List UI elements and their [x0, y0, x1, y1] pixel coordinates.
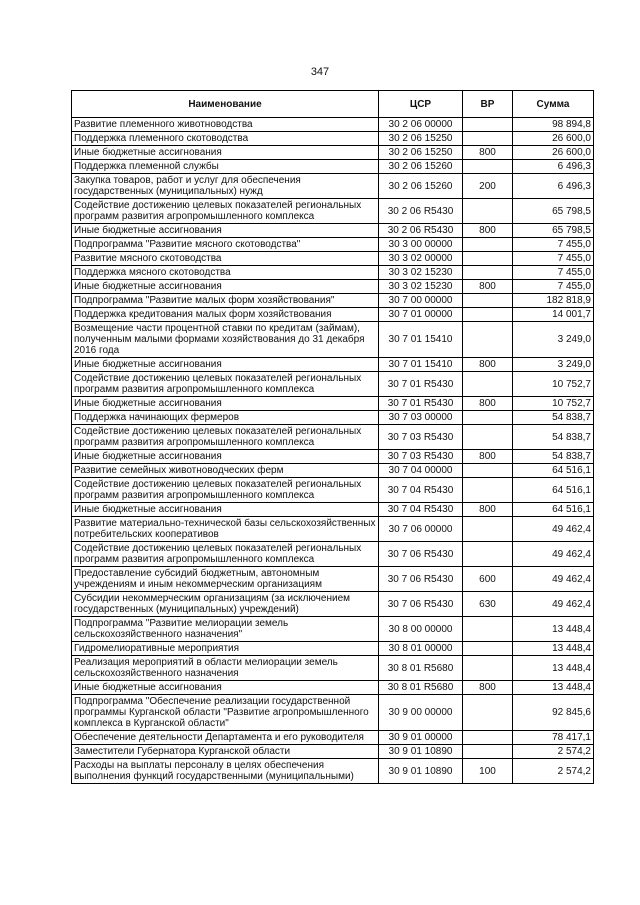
- row-sum: 10 752,7: [513, 372, 594, 397]
- table-row: [72, 478, 594, 503]
- row-sum: 3 249,0: [513, 358, 594, 372]
- table-row: [72, 308, 594, 322]
- row-vr: [463, 542, 513, 567]
- row-vr: 800: [463, 397, 513, 411]
- table-row: [72, 759, 594, 784]
- row-sum: 64 516,1: [513, 464, 594, 478]
- table-row: [72, 411, 594, 425]
- table-row: [72, 294, 594, 308]
- table-row: [72, 464, 594, 478]
- header-csr: ЦСР: [379, 91, 463, 118]
- row-name: Развитие материально-технической базы сельскохозяйственных потребительских кооперативов: [72, 517, 379, 542]
- row-vr: [463, 695, 513, 731]
- table-row: [72, 656, 594, 681]
- table-row: [72, 174, 594, 199]
- row-csr: 30 8 01 R5680: [379, 681, 463, 695]
- header-vr: ВР: [463, 91, 513, 118]
- table-row: [72, 397, 594, 411]
- row-name: Обеспечение деятельности Департамента и его руководителя: [72, 731, 379, 745]
- row-csr: 30 7 03 R5430: [379, 425, 463, 450]
- row-name: Предоставление субсидий бюджетным, автономным учреждениям и иным некоммерческим организациям: [72, 567, 379, 592]
- row-vr: [463, 199, 513, 224]
- row-csr: 30 3 02 15230: [379, 266, 463, 280]
- row-sum: 65 798,5: [513, 199, 594, 224]
- row-name: Поддержка мясного скотоводства: [72, 266, 379, 280]
- row-vr: [463, 411, 513, 425]
- row-csr: 30 7 03 R5430: [379, 450, 463, 464]
- row-csr: 30 7 01 00000: [379, 308, 463, 322]
- row-vr: [463, 160, 513, 174]
- table-row: [72, 372, 594, 397]
- row-name: Подпрограмма "Развитие мясного скотоводства": [72, 238, 379, 252]
- row-csr: 30 7 01 15410: [379, 358, 463, 372]
- row-sum: 182 818,9: [513, 294, 594, 308]
- row-sum: 7 455,0: [513, 280, 594, 294]
- row-vr: [463, 294, 513, 308]
- row-name: Поддержка кредитования малых форм хозяйствования: [72, 308, 379, 322]
- row-sum: 92 845,6: [513, 695, 594, 731]
- row-sum: 10 752,7: [513, 397, 594, 411]
- row-csr: 30 2 06 15260: [379, 174, 463, 199]
- table-row: [72, 199, 594, 224]
- row-name: Поддержка племенного скотоводства: [72, 132, 379, 146]
- row-csr: 30 8 01 R5680: [379, 656, 463, 681]
- table-row: [72, 567, 594, 592]
- row-sum: 13 448,4: [513, 656, 594, 681]
- row-name: Иные бюджетные ассигнования: [72, 224, 379, 238]
- row-sum: 26 600,0: [513, 146, 594, 160]
- row-sum: 49 462,4: [513, 592, 594, 617]
- row-vr: 200: [463, 174, 513, 199]
- table-row: [72, 358, 594, 372]
- table-row: [72, 280, 594, 294]
- header-name: Наименование: [72, 91, 379, 118]
- row-sum: 78 417,1: [513, 731, 594, 745]
- row-name: Иные бюджетные ассигнования: [72, 450, 379, 464]
- row-name: Содействие достижению целевых показателей региональных программ развития агропромышленного комплекса: [72, 372, 379, 397]
- row-name: Подпрограмма "Развитие мелиорации земель сельскохозяйственного назначения": [72, 617, 379, 642]
- table-row: [72, 745, 594, 759]
- row-sum: 49 462,4: [513, 567, 594, 592]
- row-sum: 13 448,4: [513, 681, 594, 695]
- table-row: [72, 425, 594, 450]
- row-csr: 30 2 06 15260: [379, 160, 463, 174]
- row-sum: 6 496,3: [513, 160, 594, 174]
- row-vr: [463, 617, 513, 642]
- row-name: Иные бюджетные ассигнования: [72, 503, 379, 517]
- row-csr: 30 7 00 00000: [379, 294, 463, 308]
- row-sum: 49 462,4: [513, 517, 594, 542]
- row-name: Гидромелиоративные мероприятия: [72, 642, 379, 656]
- row-csr: 30 7 04 R5430: [379, 478, 463, 503]
- row-vr: 800: [463, 280, 513, 294]
- row-name: Развитие семейных животноводческих ферм: [72, 464, 379, 478]
- row-sum: 13 448,4: [513, 617, 594, 642]
- row-sum: 54 838,7: [513, 411, 594, 425]
- row-vr: [463, 132, 513, 146]
- row-vr: [463, 464, 513, 478]
- table-row: [72, 118, 594, 132]
- row-vr: [463, 308, 513, 322]
- row-csr: 30 2 06 15250: [379, 146, 463, 160]
- row-csr: 30 7 04 00000: [379, 464, 463, 478]
- row-vr: 800: [463, 224, 513, 238]
- row-sum: 7 455,0: [513, 252, 594, 266]
- table-row: [72, 503, 594, 517]
- row-sum: 98 894,8: [513, 118, 594, 132]
- row-vr: [463, 731, 513, 745]
- row-name: Иные бюджетные ассигнования: [72, 146, 379, 160]
- table-row: [72, 146, 594, 160]
- table-row: [72, 224, 594, 238]
- row-csr: 30 7 01 R5430: [379, 372, 463, 397]
- table-row: [72, 617, 594, 642]
- row-name: Содействие достижению целевых показателей региональных программ развития агропромышленного комплекса: [72, 199, 379, 224]
- row-vr: 600: [463, 567, 513, 592]
- table-row: [72, 450, 594, 464]
- budget-table: [71, 90, 594, 784]
- row-vr: [463, 656, 513, 681]
- row-vr: [463, 425, 513, 450]
- row-name: Содействие достижению целевых показателей региональных программ развития агропромышленного комплекса: [72, 425, 379, 450]
- row-vr: [463, 642, 513, 656]
- row-vr: [463, 252, 513, 266]
- row-name: Поддержка племенной службы: [72, 160, 379, 174]
- row-sum: 2 574,2: [513, 745, 594, 759]
- table-row: [72, 695, 594, 731]
- row-csr: 30 9 01 10890: [379, 745, 463, 759]
- row-name: Иные бюджетные ассигнования: [72, 681, 379, 695]
- row-vr: [463, 238, 513, 252]
- row-csr: 30 2 06 15250: [379, 132, 463, 146]
- row-sum: 7 455,0: [513, 266, 594, 280]
- row-csr: 30 9 01 00000: [379, 731, 463, 745]
- row-name: Развитие мясного скотоводства: [72, 252, 379, 266]
- row-vr: [463, 118, 513, 132]
- table-row: [72, 642, 594, 656]
- row-name: Заместители Губернатора Курганской области: [72, 745, 379, 759]
- row-name: Возмещение части процентной ставки по кредитам (займам), полученным малыми формами хозяйствования до 31 декабря 2016 года: [72, 322, 379, 358]
- row-csr: 30 9 01 10890: [379, 759, 463, 784]
- row-vr: [463, 322, 513, 358]
- row-name: Поддержка начинающих фермеров: [72, 411, 379, 425]
- row-csr: 30 7 06 00000: [379, 517, 463, 542]
- table-row: [72, 517, 594, 542]
- row-sum: 65 798,5: [513, 224, 594, 238]
- row-vr: 800: [463, 146, 513, 160]
- row-csr: 30 9 00 00000: [379, 695, 463, 731]
- row-sum: 26 600,0: [513, 132, 594, 146]
- row-vr: [463, 266, 513, 280]
- row-vr: 800: [463, 450, 513, 464]
- row-csr: 30 3 02 15230: [379, 280, 463, 294]
- row-name: Закупка товаров, работ и услуг для обеспечения государственных (муниципальных) нужд: [72, 174, 379, 199]
- row-sum: 14 001,7: [513, 308, 594, 322]
- row-csr: 30 7 06 R5430: [379, 592, 463, 617]
- row-name: Субсидии некоммерческим организациям (за исключением государственных (муниципальных) учреждений): [72, 592, 379, 617]
- table-body: [72, 118, 594, 784]
- row-name: Реализация мероприятий в области мелиорации земель сельскохозяйственного назначения: [72, 656, 379, 681]
- row-csr: 30 3 00 00000: [379, 238, 463, 252]
- row-vr: [463, 478, 513, 503]
- row-sum: 64 516,1: [513, 503, 594, 517]
- row-csr: 30 7 01 15410: [379, 322, 463, 358]
- table-row: [72, 238, 594, 252]
- row-csr: 30 8 01 00000: [379, 642, 463, 656]
- row-sum: 64 516,1: [513, 478, 594, 503]
- row-name: Подпрограмма "Обеспечение реализации государственной программы Курганской области "Развитие агропромышленного комплекса в Курганской области": [72, 695, 379, 731]
- row-sum: 49 462,4: [513, 542, 594, 567]
- row-csr: 30 7 01 R5430: [379, 397, 463, 411]
- row-csr: 30 2 06 00000: [379, 118, 463, 132]
- row-sum: 3 249,0: [513, 322, 594, 358]
- row-name: Развитие племенного животноводства: [72, 118, 379, 132]
- row-csr: 30 7 04 R5430: [379, 503, 463, 517]
- row-sum: 6 496,3: [513, 174, 594, 199]
- row-vr: 630: [463, 592, 513, 617]
- header-sum: Сумма: [513, 91, 594, 118]
- row-vr: 800: [463, 681, 513, 695]
- row-csr: 30 3 02 00000: [379, 252, 463, 266]
- table-row: [72, 322, 594, 358]
- row-vr: [463, 745, 513, 759]
- row-csr: 30 7 03 00000: [379, 411, 463, 425]
- row-csr: 30 7 06 R5430: [379, 542, 463, 567]
- table-row: [72, 132, 594, 146]
- row-sum: 13 448,4: [513, 642, 594, 656]
- row-vr: 800: [463, 503, 513, 517]
- row-name: Иные бюджетные ассигнования: [72, 280, 379, 294]
- row-csr: 30 2 06 R5430: [379, 199, 463, 224]
- row-name: Содействие достижению целевых показателей региональных программ развития агропромышленного комплекса: [72, 478, 379, 503]
- row-csr: 30 2 06 R5430: [379, 224, 463, 238]
- row-vr: [463, 372, 513, 397]
- table-row: [72, 252, 594, 266]
- row-name: Содействие достижению целевых показателей региональных программ развития агропромышленного комплекса: [72, 542, 379, 567]
- row-csr: 30 7 06 R5430: [379, 567, 463, 592]
- row-vr: 800: [463, 358, 513, 372]
- table-row: [72, 731, 594, 745]
- table-row: [72, 681, 594, 695]
- row-name: Иные бюджетные ассигнования: [72, 397, 379, 411]
- row-sum: 54 838,7: [513, 425, 594, 450]
- row-sum: 2 574,2: [513, 759, 594, 784]
- row-vr: [463, 517, 513, 542]
- row-sum: 54 838,7: [513, 450, 594, 464]
- table-row: [72, 592, 594, 617]
- table-header-row: [72, 91, 594, 118]
- page-number: 347: [310, 66, 330, 78]
- row-sum: 7 455,0: [513, 238, 594, 252]
- row-vr: 100: [463, 759, 513, 784]
- row-csr: 30 8 00 00000: [379, 617, 463, 642]
- row-name: Расходы на выплаты персоналу в целях обеспечения выполнения функций государственными (муниципальными): [72, 759, 379, 784]
- table-row: [72, 542, 594, 567]
- row-name: Подпрограмма "Развитие малых форм хозяйствования": [72, 294, 379, 308]
- table-row: [72, 160, 594, 174]
- row-name: Иные бюджетные ассигнования: [72, 358, 379, 372]
- table-row: [72, 266, 594, 280]
